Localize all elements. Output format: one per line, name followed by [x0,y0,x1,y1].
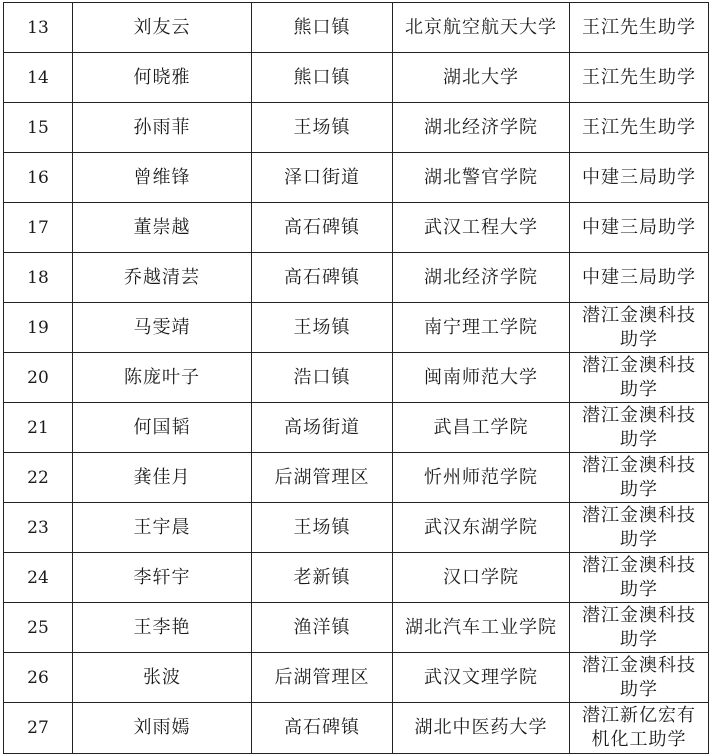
student-name-cell [73,103,252,153]
student-name-text: 马雯靖 [133,316,191,338]
student-name-text: 何国韬 [133,416,191,438]
row-number-text: 15 [27,117,49,138]
town-cell [252,53,393,103]
row-number-cell [4,53,73,103]
town-cell [252,253,393,303]
sponsor-cell [570,3,709,53]
student-name-cell [73,253,252,303]
student-name-text: 王宇晨 [133,516,191,538]
university-cell [393,53,570,103]
table-row [4,253,709,303]
student-name-text: 张波 [143,666,181,688]
student-name-cell [73,153,252,203]
sponsor-text: 中建三局助学 [582,166,696,188]
sponsor-cell [570,253,709,303]
row-number-text: 22 [27,467,49,488]
table-row [4,503,709,553]
university-text: 湖北经济学院 [424,116,538,138]
university-cell [393,353,570,403]
row-number-cell [4,203,73,253]
table-row [4,553,709,603]
student-name-text: 何晓雅 [133,66,191,88]
student-name-text: 乔越清芸 [124,266,200,288]
student-name-cell [73,603,252,653]
sponsor-text: 潜江金澳科技助学 [582,604,696,650]
row-number-text: 14 [27,67,49,88]
town-text: 老新镇 [293,566,351,588]
student-name-cell [73,703,252,754]
university-cell [393,153,570,203]
sponsor-cell [570,453,709,503]
row-number-text: 17 [27,217,49,238]
university-cell [393,253,570,303]
table-row [4,53,709,103]
sponsor-cell [570,703,709,754]
row-number-text: 25 [27,617,49,638]
town-text: 王场镇 [293,316,351,338]
student-name-cell [73,303,252,353]
student-name-text: 董崇越 [133,216,191,238]
row-number-cell [4,153,73,203]
row-number-cell [4,303,73,353]
student-name-cell [73,203,252,253]
university-text: 武汉文理学院 [424,666,538,688]
student-name-cell [73,553,252,603]
town-text: 熊口镇 [293,66,351,88]
table-row [4,103,709,153]
town-cell [252,3,393,53]
university-cell [393,703,570,754]
sponsor-cell [570,53,709,103]
sponsor-cell [570,603,709,653]
row-number-text: 26 [27,667,49,688]
town-text: 高石碑镇 [284,216,360,238]
row-number-cell [4,603,73,653]
student-name-cell [73,53,252,103]
town-text: 高石碑镇 [284,717,360,738]
student-name-text: 曾维锋 [133,166,191,188]
university-cell [393,653,570,703]
row-number-text: 24 [27,567,49,588]
town-cell [252,603,393,653]
sponsor-text: 潜江金澳科技助学 [582,504,696,550]
row-number-cell [4,553,73,603]
row-number-text: 19 [27,317,49,338]
table-row [4,453,709,503]
row-number-cell [4,3,73,53]
student-name-cell [73,3,252,53]
student-name-text: 龚佳月 [133,466,191,488]
row-number-cell [4,103,73,153]
table-row [4,353,709,403]
student-name-text: 陈庞叶子 [124,366,200,388]
university-cell [393,603,570,653]
sponsor-text: 王江先生助学 [582,16,696,38]
university-text: 湖北警官学院 [424,166,538,188]
university-text: 湖北经济学院 [424,266,538,288]
university-cell [393,503,570,553]
university-text: 闽南师范大学 [424,366,538,388]
university-cell [393,553,570,603]
student-name-cell [73,403,252,453]
sponsor-text: 潜江新亿宏有机化工助学 [582,705,696,750]
row-number-text: 13 [27,17,49,38]
row-number-text: 27 [27,718,49,738]
town-cell [252,703,393,754]
university-text: 北京航空航天大学 [405,16,557,38]
sponsor-cell [570,153,709,203]
sponsor-text: 潜江金澳科技助学 [582,354,696,400]
sponsor-text: 中建三局助学 [582,216,696,238]
sponsor-cell [570,503,709,553]
town-text: 浩口镇 [293,366,351,388]
row-number-cell [4,503,73,553]
table-row [4,303,709,353]
university-text: 忻州师范学院 [424,466,538,488]
sponsor-text: 潜江金澳科技助学 [582,554,696,600]
town-cell [252,303,393,353]
sponsor-cell [570,403,709,453]
university-text: 汉口学院 [443,566,519,588]
student-name-cell [73,503,252,553]
sponsor-text: 潜江金澳科技助学 [582,654,696,700]
university-text: 湖北大学 [443,66,519,88]
student-name-cell [73,453,252,503]
row-number-text: 20 [27,367,49,388]
town-text: 王场镇 [293,516,351,538]
sponsor-text: 潜江金澳科技助学 [582,454,696,500]
sponsor-text: 王江先生助学 [582,66,696,88]
university-text: 武汉工程大学 [424,216,538,238]
town-text: 高石碑镇 [284,266,360,288]
town-cell [252,353,393,403]
sponsor-cell [570,203,709,253]
town-cell [252,553,393,603]
university-cell [393,103,570,153]
town-cell [252,403,393,453]
student-name-text: 李轩宇 [133,566,191,588]
town-cell [252,653,393,703]
town-text: 泽口街道 [284,166,360,188]
university-cell [393,203,570,253]
student-name-text: 刘友云 [133,16,191,38]
row-number-cell [4,353,73,403]
table-row [4,653,709,703]
student-name-text: 刘雨嫣 [133,717,191,738]
sponsor-cell [570,553,709,603]
sponsor-cell [570,103,709,153]
table-row [4,153,709,203]
student-name-text: 王李艳 [133,616,191,638]
sponsor-cell [570,353,709,403]
row-number-text: 21 [27,417,49,438]
sponsor-cell [570,303,709,353]
row-number-cell [4,403,73,453]
town-text: 王场镇 [293,116,351,138]
sponsor-text: 中建三局助学 [582,266,696,288]
town-cell [252,453,393,503]
row-number-cell [4,653,73,703]
row-number-cell [4,703,73,754]
sponsor-text: 王江先生助学 [582,116,696,138]
table-row [4,203,709,253]
row-number-cell [4,253,73,303]
table-row [4,603,709,653]
town-text: 后湖管理区 [274,666,370,688]
sponsor-text: 潜江金澳科技助学 [582,304,696,350]
table-row [4,703,709,754]
student-name-text: 孙雨菲 [133,116,191,138]
university-text: 南宁理工学院 [424,316,538,338]
town-cell [252,503,393,553]
row-number-text: 23 [27,517,49,538]
town-text: 高场街道 [284,416,360,438]
town-cell [252,203,393,253]
town-text: 熊口镇 [293,16,351,38]
student-name-cell [73,353,252,403]
table-row [4,403,709,453]
town-text: 后湖管理区 [274,466,370,488]
table-row [4,3,709,53]
university-cell [393,403,570,453]
university-cell [393,3,570,53]
town-cell [252,103,393,153]
university-cell [393,453,570,503]
row-number-text: 16 [27,167,49,188]
row-number-text: 18 [27,267,49,288]
table-body [4,3,709,754]
university-text: 湖北汽车工业学院 [405,616,557,638]
student-name-cell [73,653,252,703]
town-cell [252,153,393,203]
sponsor-text: 潜江金澳科技助学 [582,404,696,450]
sponsor-cell [570,653,709,703]
aid-recipient-table [3,2,709,754]
row-number-cell [4,453,73,503]
university-text: 武汉东湖学院 [424,516,538,538]
university-cell [393,303,570,353]
university-text: 武昌工学院 [433,416,529,438]
town-text: 渔洋镇 [293,616,351,638]
university-text: 湖北中医药大学 [414,717,548,738]
